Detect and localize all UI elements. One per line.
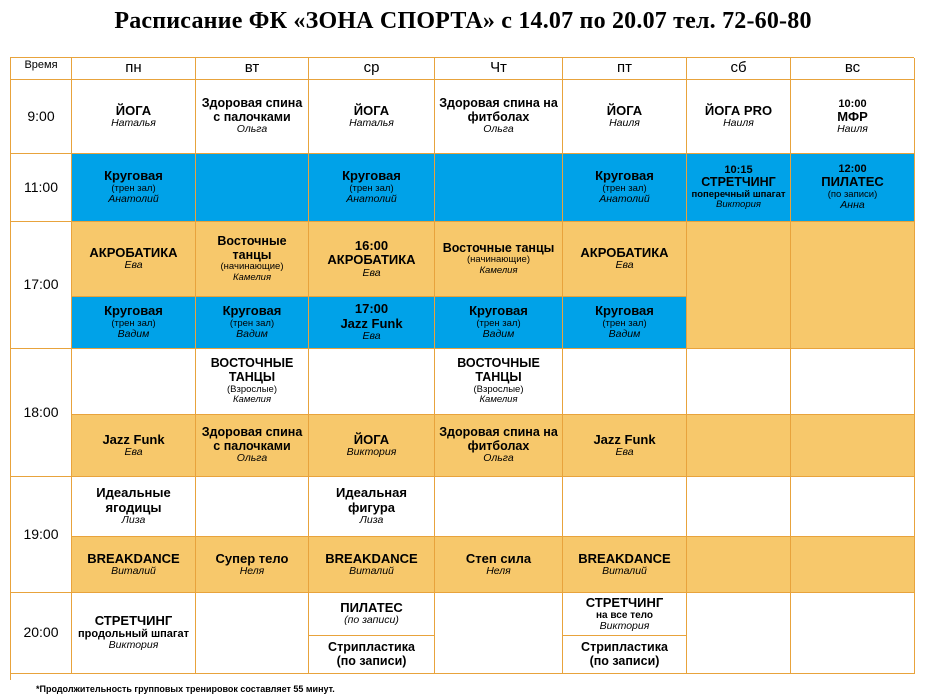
header-day-tue: вт: [196, 58, 309, 80]
class-cell-1700a-tue: [196, 222, 309, 297]
trainer-name: Наиля: [723, 116, 754, 129]
class-cell-900-sat: [687, 80, 791, 154]
class-cell-1700a-mon: [72, 222, 196, 297]
class-cell-1900a-fri: [563, 477, 687, 537]
class-note: (начинающие): [220, 261, 284, 273]
class-name: ЙОГА: [353, 431, 390, 447]
class-name: Супер тело: [215, 550, 289, 566]
class-name: Jazz Funk: [340, 315, 403, 331]
class-name: Круговая: [595, 303, 654, 319]
trainer-name: Ева: [362, 330, 381, 343]
class-name: Jazz Funk: [593, 431, 656, 447]
trainer-name: Ольга: [483, 123, 514, 136]
trainer-name: Виталий: [349, 564, 394, 577]
trainer-name: Ева: [362, 266, 381, 279]
class-name: АКРОБАТИКА: [580, 245, 669, 261]
time-900: 9:00: [11, 80, 72, 154]
class-cell-1800a-sat: [687, 349, 791, 415]
class-cell-1900b-sun: [791, 537, 915, 593]
class-name: Круговая: [342, 168, 401, 184]
class-cell-1800b-tue: [196, 415, 309, 477]
trainer-name: Анатолий: [108, 193, 159, 206]
class-name: СТРЕТЧИНГ: [94, 613, 173, 629]
class-name: BREAKDANCE: [325, 550, 418, 566]
class-cell-1100-sat: [687, 154, 791, 222]
class-note: на все тело: [596, 609, 653, 621]
class-cell-1800b-wed: [309, 415, 435, 477]
class-cell-2000-mon: [72, 593, 196, 674]
class-cell-1700a-fri: [563, 222, 687, 297]
class-cell-1800a-fri: [563, 349, 687, 415]
trainer-name: Ольга: [236, 452, 268, 465]
class-name: ЙОГА: [353, 102, 390, 118]
class-cell-2000a-wed: [309, 593, 435, 636]
class-note: (по записи): [827, 188, 878, 200]
class-time: 17:00: [354, 301, 389, 317]
time-1700: 17:00: [11, 222, 72, 349]
class-cell-900-mon: [72, 80, 196, 154]
trainer-name: Виктория: [599, 619, 650, 632]
class-note: поперечный шпагат: [691, 188, 786, 200]
trainer-name: Камелия: [232, 394, 272, 406]
class-note: (Взрослые): [227, 383, 277, 395]
class-cell-2000a-fri: [563, 593, 687, 636]
class-cell-900-tue: [196, 80, 309, 154]
class-name: Круговая: [222, 303, 282, 319]
class-name: ПИЛАТЕС: [821, 174, 884, 190]
trainer-name: Анатолий: [346, 193, 397, 206]
class-cell-1100-thu: [435, 154, 563, 222]
trainer-name: Неля: [486, 564, 511, 577]
time-2000: 20:00: [11, 593, 72, 674]
trainer-name: Лиза: [359, 514, 384, 527]
class-cell-1900a-thu: [435, 477, 563, 537]
class-name: ЙОГА PRO: [704, 102, 773, 118]
class-note: (трен зал): [111, 317, 156, 329]
class-cell-1900a-tue: [196, 477, 309, 537]
class-cell-1900b-wed: [309, 537, 435, 593]
time-1100: 11:00: [11, 154, 72, 222]
trainer-name: Вадим: [608, 328, 641, 341]
class-cell-1700-sun: [791, 222, 915, 349]
class-name: ВОСТОЧНЫЕ ТАНЦЫ: [210, 356, 294, 385]
class-cell-1900b-thu: [435, 537, 563, 593]
trainer-name: Камелия: [232, 271, 272, 283]
class-name: Степ сила: [465, 550, 532, 566]
footnote: *Продолжительность групповых тренировок составляет 55 минут.: [36, 684, 335, 694]
class-name: BREAKDANCE: [578, 550, 671, 566]
class-name: АКРОБАТИКА: [89, 245, 178, 261]
time-1800: 18:00: [11, 349, 72, 477]
schedule-title: Расписание ФК «ЗОНА СПОРТА» с 14.07 по 20.07 тел. 72-60-80: [114, 8, 812, 34]
class-note: (начинающие): [467, 254, 530, 266]
trainer-name: Виталий: [602, 564, 647, 577]
class-cell-900-fri: [563, 80, 687, 154]
trainer-name: Ева: [124, 445, 143, 458]
header-day-sat: сб: [687, 58, 791, 80]
class-cell-1700b-thu: [435, 297, 563, 349]
class-name: Круговая: [595, 168, 654, 184]
class-name: Круговая: [469, 303, 528, 319]
trainer-name: Неля: [239, 564, 265, 577]
class-cell-2000b-fri: [563, 636, 687, 674]
trainer-name: Анна: [840, 199, 865, 212]
class-name: Идеальные ягодицы: [96, 485, 171, 515]
trainer-name: Наиля: [609, 116, 640, 129]
header-day-thu: Чт: [435, 58, 563, 80]
class-name: Стрипластика (по записи): [581, 639, 668, 668]
trainer-name: Вадим: [117, 328, 150, 341]
trainer-name: Виктория: [346, 445, 397, 458]
trainer-name: Ева: [615, 445, 634, 458]
class-note: продольный шпагат: [78, 628, 189, 641]
class-cell-1900a-wed: [309, 477, 435, 537]
class-note: (трен зал): [229, 317, 275, 329]
class-cell-1900b-sat: [687, 537, 791, 593]
class-note: (трен зал): [349, 182, 394, 194]
class-cell-1700a-wed: [309, 222, 435, 297]
trainer-name: Наталья: [111, 116, 156, 129]
class-cell-1800a-thu: [435, 349, 563, 415]
class-name: Идеальная фигура: [336, 485, 407, 515]
trainer-name: Вадим: [482, 328, 515, 341]
class-cell-1700b-fri: [563, 297, 687, 349]
class-cell-1700-sat: [687, 222, 791, 349]
class-time: 10:00: [838, 97, 867, 110]
class-cell-1800a-tue: [196, 349, 309, 415]
schedule-table: [10, 57, 914, 680]
trainer-name: Ольга: [236, 123, 268, 136]
class-name: АКРОБАТИКА: [327, 252, 416, 268]
class-cell-2000b-wed: [309, 636, 435, 674]
class-cell-1100-sun: [791, 154, 915, 222]
class-name: Здоровая спина с палочками: [201, 424, 303, 453]
class-cell-1800b-mon: [72, 415, 196, 477]
class-cell-1100-tue: [196, 154, 309, 222]
trainer-name: Виктория: [108, 639, 159, 652]
class-note: (Взрослые): [473, 383, 524, 395]
trainer-name: Камелия: [479, 394, 518, 406]
class-cell-1100-wed: [309, 154, 435, 222]
class-cell-1800a-wed: [309, 349, 435, 415]
class-name: Здоровая спина на фитболах: [439, 424, 558, 453]
class-name: Здоровая спина на фитболах: [439, 95, 558, 124]
class-cell-2000-sun: [791, 593, 915, 674]
header-day-wed: ср: [309, 58, 435, 80]
class-cell-1900b-fri: [563, 537, 687, 593]
class-cell-1800b-thu: [435, 415, 563, 477]
class-note: (трен зал): [476, 317, 521, 329]
class-cell-1900a-mon: [72, 477, 196, 537]
class-name: Восточные танцы: [217, 233, 287, 262]
class-cell-1800a-mon: [72, 349, 196, 415]
class-cell-1100-mon: [72, 154, 196, 222]
trainer-name: Ольга: [483, 452, 514, 465]
class-note: (трен зал): [602, 182, 647, 194]
class-name: Jazz Funk: [102, 431, 165, 447]
trainer-name: Наиля: [837, 122, 868, 135]
class-time: 16:00: [354, 237, 389, 253]
class-time: 10:15: [724, 164, 753, 177]
class-note: (трен зал): [602, 317, 647, 329]
class-cell-2000-sat: [687, 593, 791, 674]
trainer-name: Виктория: [716, 199, 761, 211]
class-cell-1800b-sat: [687, 415, 791, 477]
trainer-name: Наталья: [349, 116, 394, 129]
class-name: Здоровая спина с палочками: [201, 95, 303, 124]
class-name: Стрипластика (по записи): [328, 639, 415, 668]
class-cell-900-thu: [435, 80, 563, 154]
class-note: (по записи): [344, 614, 399, 627]
class-cell-1700a-thu: [435, 222, 563, 297]
trainer-name: Виталий: [111, 564, 156, 577]
class-cell-1700b-tue: [196, 297, 309, 349]
trainer-name: Вадим: [236, 328, 268, 341]
class-cell-2000-thu: [435, 593, 563, 674]
class-name: ЙОГА: [606, 102, 643, 118]
trainer-name: Ева: [124, 259, 143, 272]
class-cell-1800b-fri: [563, 415, 687, 477]
class-name: Круговая: [104, 168, 163, 184]
class-note: (трен зал): [111, 182, 156, 194]
class-cell-900-wed: [309, 80, 435, 154]
class-name: ЙОГА: [115, 102, 152, 118]
class-cell-2000-tue: [196, 593, 309, 674]
header-time: Время: [11, 58, 72, 80]
class-cell-1800b-sun: [791, 415, 915, 477]
class-name: МФР: [837, 108, 868, 124]
class-name: Круговая: [104, 303, 163, 319]
class-name: ПИЛАТЕС: [340, 600, 403, 616]
class-cell-900-sun: [791, 80, 915, 154]
class-name: ВОСТОЧНЫЕ ТАНЦЫ: [457, 356, 540, 385]
class-name: СТРЕТЧИНГ: [701, 175, 776, 190]
class-time: 12:00: [838, 163, 867, 176]
header-day-mon: пн: [72, 58, 196, 80]
trainer-name: Ева: [615, 259, 634, 272]
header-day-sun: вс: [791, 58, 915, 80]
class-cell-1900b-mon: [72, 537, 196, 593]
class-cell-1900a-sun: [791, 477, 915, 537]
class-cell-1900b-tue: [196, 537, 309, 593]
class-cell-1800a-sun: [791, 349, 915, 415]
class-name: СТРЕТЧИНГ: [585, 594, 664, 610]
class-name: Восточные танцы: [442, 240, 555, 255]
class-name: BREAKDANCE: [87, 550, 180, 566]
class-cell-1700b-wed: [309, 297, 435, 349]
class-cell-1100-fri: [563, 154, 687, 222]
time-1900: 19:00: [11, 477, 72, 593]
class-cell-1900a-sat: [687, 477, 791, 537]
trainer-name: Анатолий: [599, 193, 650, 206]
header-day-fri: пт: [563, 58, 687, 80]
trainer-name: Камелия: [479, 264, 518, 276]
trainer-name: Лиза: [121, 514, 146, 527]
class-cell-1700b-mon: [72, 297, 196, 349]
